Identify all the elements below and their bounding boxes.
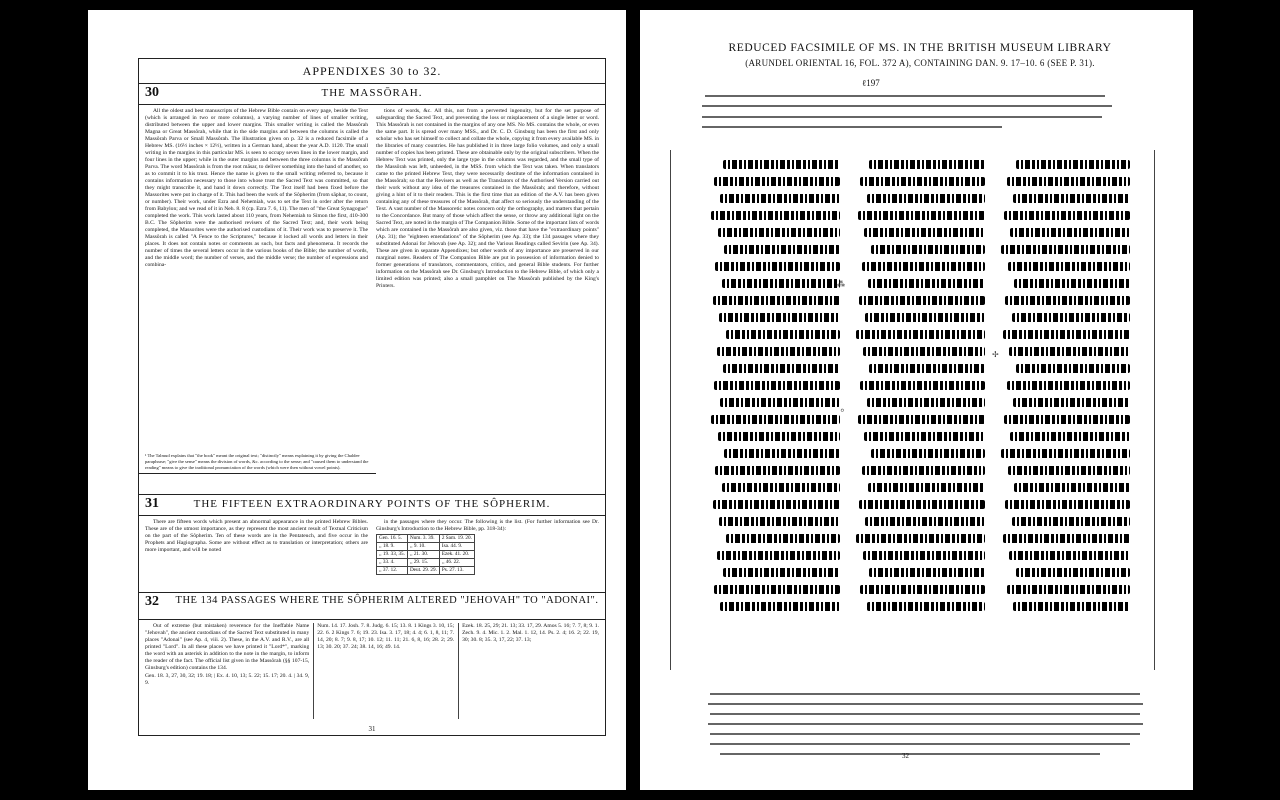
table-cell: ,, 21. 30.	[407, 551, 439, 559]
table-row	[377, 567, 475, 575]
hebrew-text-line	[1013, 602, 1130, 611]
hebrew-text-line	[722, 279, 840, 288]
hebrew-text-line	[1003, 534, 1130, 543]
text-column: tions of words, &c. All this, not from a perverted ingenuity, but for the set purpose of safeguarding the Sacred Text, and preventing the loss or misplacement of a single letter or word. This Massôrah is not contained in the margins of any one MS. No MS. contains the whole, or even the same part. It is spread over many MSS., and Dr. C. D. Ginsburg has been the first and only scholar who has set himself to collect and collate the whole, copying it from every available MS. in the libraries of many countries. He has published it in three large folio volumes, and only a small number of copies has been printed. These are obtainable only by the original subscribers. When the Hebrew Text was printed, only the large type in the columns was regarded, and the small type of the Massôrah was left, unheeded, in the MSS. from which the Text was taken. When translators came to the printed Hebrew Text, they were necessarily destitute of the information contained in the Massôrah; so that the Revisers as well as the Translators of the Authorised Version carried out their work without any idea of the treasures contained in the Massôrah; and therefore, without giving a hint of it to their readers. This is the first time that an edition of the A.V. has been given containing any of these treasures of the Massôrah, that affect so seriously the understanding of the Text. A vast number of the Massoretic notes concern only the orthography, and matters that pertain to the Concordance. But many of those which affect the sense, or throw any additional light on the Sacred Text, are noted in the margin of The Companion Bible. Some of the important lists of words which are contained in the Massôrah are also given, viz. those that have the "extraordinary points" (Ap. 31); the "eighteen emendations" of the Sôpherim (see Ap. 33); the 134 passages where they substituted Adonai for Jehovah (see Ap. 32); and the Various Readings called Sevirin (see Ap. 34). These are given in separate Appendixes; but other words of any importance are preserved in our marginal notes. Readers of The Companion Bible are put in possession of information denied to former generations of translators, commentators, critics, and general Bible students. For further information on the Massôrah see Dr. Ginsburg's Introduction to the Hebrew Bible, of which only a limited edition was printed; also a small pamphlet on The Massôrah published by the King's Printers.	[376, 108, 599, 289]
hebrew-text-line	[720, 602, 840, 611]
section-32-heading	[139, 593, 605, 620]
hebrew-text-line	[1003, 330, 1130, 339]
right-margin-line	[1154, 150, 1155, 670]
hebrew-text-line	[1016, 160, 1130, 169]
hebrew-text-line	[871, 449, 985, 458]
hebrew-text-line	[856, 534, 985, 543]
hebrew-text-line	[867, 602, 985, 611]
hebrew-text-line	[1012, 517, 1130, 526]
facsimile-title: REDUCED FACSIMILE OF MS. IN THE BRITISH MUSEUM LIBRARY	[728, 42, 1112, 54]
passage-list: Ezek. 18. 25, 29; 21. 13; 33. 17, 29. Amos 5. 16; 7. 7, 8; 9. 1. Zech. 9. 4. Mic. 1. 2. Mal. 1. 12, 14. Ps. 2. 4; 16. 2; 22. 19, 30; 30. 8; 35. 3, 17, 22; 37. 13;	[458, 623, 599, 719]
section-32-body	[139, 620, 605, 722]
table-cell: Gen. 16. 5.	[377, 535, 408, 543]
hebrew-text-line	[717, 551, 841, 560]
hebrew-text-line	[719, 517, 840, 526]
massorah-parva-mark: ⁂	[837, 280, 845, 289]
hebrew-text-line	[726, 534, 840, 543]
hebrew-text-line	[860, 177, 985, 186]
table-cell: Num. 3. 39.	[407, 535, 439, 543]
hebrew-text-line	[1001, 449, 1130, 458]
right-page	[640, 10, 1193, 790]
table-cell: ,, 18. 9.	[377, 543, 408, 551]
text-column: All the oldest and best manuscripts of the Hebrew Bible contain on every page, beside the Text (which is arranged in two or more columns), a varying number of lines of smaller writing, distributed between the upper and lower margins. This smaller writing is called the Massôrah Magna or Great Massôrah, while that in the side margins and between the columns is called the Massôrah Parva or Small Massôrah. The illustration given on p. 32 is a reduced facsimile of a Hebrew MS. (16½ inches × 12½), written in a German hand, about the year A.D. 1120. The small writing in the margins in this particular MS. is seen to occupy seven lines in the lower margin, and four lines in the upper; while in the outer margins and between the three columns is the Massôrah Parva. The word Massôrah is from the root māsar, to deliver something into the hand of another, so as to commit it to his trust. Hence the name is given to the small writing referred to, because it contains information necessary to those into whose trust the Sacred Text was committed, so that they might transcribe it, and hand it down correctly. The Text itself had been fixed before the Massorites were put in charge of it. This had been the work of the Sôpherim (from sāphar, to count, or number). Their work, under Ezra and Nehemiah, was to set the Text in order after the return from Babylon; and we read of it in Neh. 8. 8 (cp. Ezra 7. 6, 11). The men of "the Great Synagogue" completed the work. This work lasted about 110 years, from Nehemiah to Simon the first, 410-300 B.C. The Sôpherim were the authorised revisers of the Sacred Text; and, their work being completed, the Massorites were the authorised custodians of it. Their work was to preserve it. The Massôrah is called "A Fence to the Scriptures," because it locked all words and letters in their places. It does not contain notes or comments as such, but facts and phenomena. It records the number of times the several letters occur in the various books of the Bible; the number of words, and the middle word; the number of verses, and the middle verse; the number of expressions and combina-	[145, 108, 368, 268]
facsimile-subtitle: (ARUNDEL ORIENTAL 16, FOL. 372 A), CONTAINING DAN. 9. 17–10. 6 (SEE P. 31).	[745, 58, 1095, 68]
hebrew-text-line	[865, 517, 985, 526]
passage-list: Num. 14. 17. Josh. 7. 8. Judg. 6. 15; 13. 8. 1 Kings 3. 10, 15; 22. 6. 2 Kings 7. 6; 19. 23. Isa. 3. 17, 18; 4. 4; 6. 1, 8, 11; 7. 14, 20; 8. 7; 9. 8, 17; 10. 12; 11. 11; 21. 6, 8, 16; 28. 2; 29. 13; 30. 20; 37. 24; 38. 14, 16; 49. 14.	[313, 623, 454, 719]
page-number: 31	[368, 725, 376, 733]
hebrew-text-line	[1012, 313, 1130, 322]
hebrew-text-line	[720, 194, 840, 203]
hebrew-text-line	[723, 568, 840, 577]
massorah-parva-mark: ✢	[992, 350, 999, 359]
page-header: APPENDIXES 30 to 32.	[139, 59, 605, 84]
table-row	[377, 551, 475, 559]
table-row	[377, 543, 475, 551]
section-title: THE MASSŌRAH.	[321, 87, 423, 99]
hebrew-text-line	[1004, 415, 1130, 424]
hebrew-text-line	[723, 160, 840, 169]
hebrew-text-line	[864, 228, 985, 237]
table-cell: ,, 9. 10.	[407, 543, 439, 551]
hebrew-text-line	[723, 364, 840, 373]
left-margin-line	[670, 150, 671, 670]
hebrew-text-line	[869, 160, 985, 169]
table-cell: Deut. 29. 29.	[407, 567, 439, 575]
hebrew-text-line	[867, 194, 985, 203]
table-cell: ,, 46. 22.	[439, 559, 474, 567]
hebrew-text-line	[724, 245, 840, 254]
section-number: 31	[145, 496, 159, 511]
hebrew-text-line	[722, 483, 840, 492]
hebrew-text-line	[1008, 262, 1130, 271]
hebrew-column	[1000, 160, 1130, 650]
hebrew-text-line	[1013, 194, 1130, 203]
text-column: Out of extreme (but mistaken) reverence for the Ineffable Name "Jehovah", the ancient custodians of the Sacred Text substituted in many places "Adonai" (see Ap. 4, viii. 2). These, in the A.V. and R.V., are all printed "Lord". In all these places we have printed it "Lord*", marking the word with an asterisk in addition to the note in the margin, to inform the reader of the fact. The official list given in the Massôrah (§§ 107-15, Ginsburg's edition) contains the 134. Gen. 18. 3, 27, 30, 32; 19. 18; | Ex. 4. 10, 13; 5. 22; 15. 17; 20. 4. | 34. 9, 9.	[145, 623, 310, 686]
hebrew-text-line	[864, 432, 985, 441]
hebrew-text-line	[1008, 466, 1130, 475]
hebrew-text-line	[868, 279, 985, 288]
hebrew-text-line	[713, 296, 840, 305]
hebrew-text-line	[1001, 245, 1130, 254]
section-title: THE FIFTEEN EXTRAORDINARY POINTS OF THE SÔPHERIM.	[193, 498, 551, 510]
table-cell: Isa. 44. 9.	[439, 543, 474, 551]
hebrew-text-line	[859, 500, 985, 509]
table-cell: ,, 37. 12.	[377, 567, 408, 575]
hebrew-text-line	[868, 483, 985, 492]
hebrew-text-line	[863, 551, 985, 560]
table-cell: Ps. 27. 13.	[439, 567, 474, 575]
section-30-body	[139, 105, 605, 451]
hebrew-text-line	[711, 211, 840, 220]
hebrew-text-line	[720, 398, 840, 407]
table-cell: ,, 19. 33, 35.	[377, 551, 408, 559]
hebrew-text-line	[1016, 364, 1130, 373]
hebrew-text-line	[1009, 347, 1130, 356]
hebrew-text-line	[865, 313, 985, 322]
hebrew-text-line	[862, 466, 986, 475]
hebrew-text-line	[726, 330, 840, 339]
hebrew-text-line	[867, 398, 985, 407]
section-number: 30	[145, 85, 159, 100]
hebrew-text-line	[862, 262, 986, 271]
hebrew-text-line	[859, 296, 985, 305]
section-31-heading	[139, 495, 605, 516]
hebrew-text-line	[1009, 551, 1130, 560]
hebrew-text-line	[1004, 211, 1130, 220]
table-cell: ,, 33. 4.	[377, 559, 408, 567]
hebrew-text-line	[714, 585, 840, 594]
left-page	[88, 10, 626, 790]
hebrew-text-line	[1010, 432, 1130, 441]
hebrew-text-line	[856, 330, 985, 339]
hebrew-text-line	[713, 500, 840, 509]
hebrew-column	[855, 160, 985, 650]
hebrew-text-line	[869, 364, 985, 373]
hebrew-text-line	[718, 432, 840, 441]
hebrew-text-line	[1005, 500, 1130, 509]
table-cell: Ezek. 41. 20.	[439, 551, 474, 559]
hebrew-text-line	[1014, 279, 1130, 288]
hebrew-text-line	[1007, 381, 1131, 390]
hebrew-text-line	[1013, 398, 1130, 407]
points-table	[376, 534, 475, 575]
hebrew-text-line	[858, 211, 985, 220]
hebrew-column	[710, 160, 840, 650]
section-30-heading	[139, 84, 605, 105]
appendix-frame	[138, 58, 606, 736]
text-column: There are fifteen words which present an abnormal appearance in the printed Hebrew Bibles. These are of the utmost importance, as they represent the most ancient result of Textual Criticism on the part of the Sôpherim. Ten of these words are in the Pentateuch, and five occur in the Prophets and Hagiographa. Some are without effect as to translation or interpretation; others are more important, and will be noted	[145, 519, 368, 553]
hebrew-text-line	[860, 585, 985, 594]
section-number: 32	[145, 594, 159, 609]
hebrew-text-line	[871, 245, 985, 254]
hebrew-text-line	[1014, 483, 1130, 492]
hebrew-text-line	[718, 228, 840, 237]
section-31-body	[139, 516, 605, 592]
text-column: in the passages where they occur. The following is the list. (For further information see Dr. Ginsburg's Introduction to the Hebrew Bible, pp. 318-34): Gen. 16. 5. Num. 3. 39. 2 Sam. 19. 20. ,, 18. 9. ,, 9. 10. Isa. 44. 9. ,, 19. 33, 35. ,, 21. 30. Ezek. 41. 20. ,, 33. 4. ,, 29. 15. ,, 46. 22. ,, 37. 12. Deut. 29. 29. Ps. 27. 13.	[376, 519, 599, 573]
hebrew-text-line	[724, 449, 840, 458]
table-cell: ,, 29. 15.	[407, 559, 439, 567]
footnote: ¹ The Talmud explains that "the book" meant the original text; "distinctly" means explaining it by giving the Chaldee paraphrase; "give the sense" means the division of words, &c. according to the sense; and "caused them to understand the reading" means to give the traditional pronunciation of the words (which were then without vowel points).	[139, 451, 376, 474]
hebrew-text-line	[715, 466, 840, 475]
hebrew-text-line	[717, 347, 841, 356]
massorah-parva-mark: ⸰	[840, 406, 845, 415]
hebrew-text-line	[1005, 296, 1130, 305]
hebrew-text-line	[863, 347, 985, 356]
hebrew-text-line	[714, 177, 840, 186]
hebrew-text-line	[858, 415, 985, 424]
hebrew-text-line	[869, 568, 985, 577]
section-title: THE 134 PASSAGES WHERE THE SÔPHERIM ALTERED "JEHOVAH" TO "ADONAI".	[175, 595, 599, 606]
hebrew-text-line	[719, 313, 840, 322]
table-cell: 2 Sam. 19. 20.	[439, 535, 474, 543]
hebrew-text-line	[860, 381, 985, 390]
table-row	[377, 535, 475, 543]
page-number: 32	[902, 752, 909, 760]
hebrew-text-line	[714, 381, 840, 390]
hebrew-text-line	[711, 415, 840, 424]
hebrew-text-line	[1016, 568, 1130, 577]
hebrew-text-line	[1010, 228, 1130, 237]
table-row	[377, 559, 475, 567]
hebrew-text-line	[1007, 177, 1131, 186]
hebrew-text-line	[1007, 585, 1131, 594]
handwritten-mark: ℓ197	[862, 78, 880, 88]
hebrew-text-line	[715, 262, 840, 271]
